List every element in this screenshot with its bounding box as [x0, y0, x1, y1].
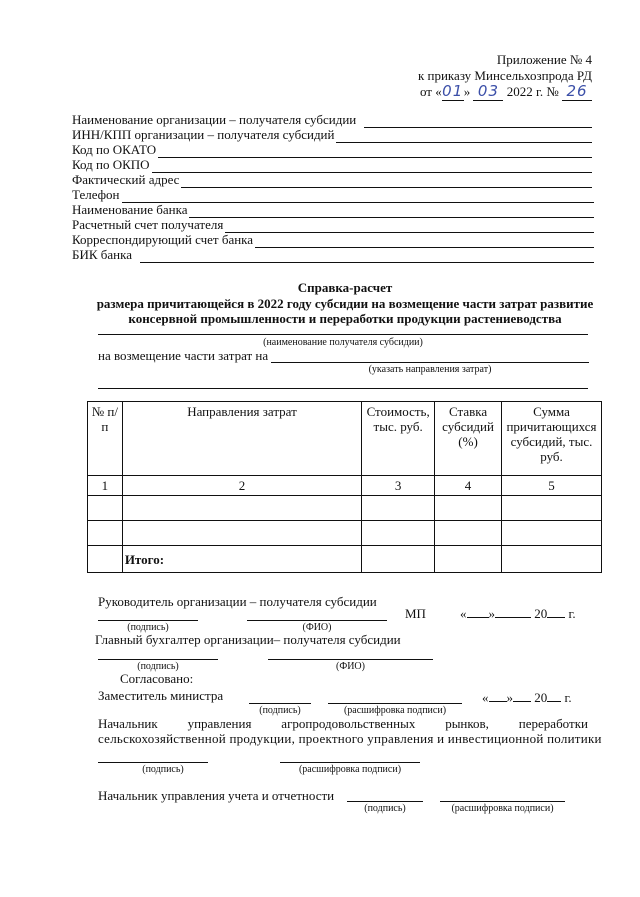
direction-line-2[interactable]	[98, 388, 588, 389]
total-label: Итого:	[122, 546, 361, 573]
table-cell[interactable]	[435, 521, 502, 546]
field-inn-kpp[interactable]	[72, 127, 592, 143]
direction-label: на возмещение части затрат на	[98, 348, 269, 363]
table-header-row	[88, 402, 602, 476]
accountant-signature-line[interactable]	[98, 659, 218, 660]
recipient-caption: (наименование получателя субсидии)	[263, 337, 423, 348]
head-dept-line1	[98, 716, 588, 732]
head-fio-line[interactable]	[247, 620, 387, 621]
field-label: ИНН/КПП организации – получателя субсидий	[72, 127, 335, 142]
field-label: Наименование организации – получателя субсидии	[72, 112, 357, 127]
table-cell[interactable]	[88, 496, 123, 521]
order-date-line	[420, 82, 592, 101]
head-fio-caption: (ФИО)	[302, 622, 332, 633]
deputy-signature-line[interactable]	[249, 703, 311, 704]
head-dept-word: рынков,	[445, 716, 489, 731]
table-cell: 2	[122, 476, 361, 496]
table-cell[interactable]	[435, 496, 502, 521]
head-dept-signature-caption: (подпись)	[142, 764, 184, 775]
table-cell	[88, 546, 123, 573]
field-label: Телефон	[72, 187, 120, 202]
table-cell[interactable]	[502, 546, 602, 573]
field-account[interactable]	[72, 217, 594, 233]
table-total-row	[88, 546, 602, 573]
accountant-signature-caption: (подпись)	[137, 661, 179, 672]
calculation-table	[87, 401, 602, 573]
head-dept-word: переработки	[518, 716, 588, 731]
agreed-label: Согласовано:	[120, 671, 194, 686]
field-okpo[interactable]	[72, 157, 592, 173]
date-mid: »	[506, 690, 513, 705]
table-cell[interactable]	[88, 521, 123, 546]
head-dept-decoding-caption: (расшифровка подписи)	[298, 764, 402, 775]
header-cell-number: № п/п	[88, 402, 123, 476]
head-dept-word: управления	[187, 716, 252, 731]
date-year-suffix: г.	[568, 606, 576, 621]
table-cell[interactable]	[362, 521, 435, 546]
head-dept-line2: сельскохозяйственной продукции, проектного управления и инвестиционной политики	[98, 731, 602, 746]
table-row[interactable]	[88, 521, 602, 546]
field-phone[interactable]	[72, 187, 594, 203]
table-number-row	[88, 476, 602, 496]
field-line[interactable]	[140, 252, 594, 263]
deputy-label: Заместитель министра	[98, 688, 224, 703]
table-cell[interactable]	[362, 546, 435, 573]
date-mid: »	[488, 606, 495, 621]
table-cell[interactable]	[362, 496, 435, 521]
table-row[interactable]	[88, 496, 602, 521]
accounting-signature-caption: (подпись)	[364, 803, 406, 814]
field-label: Наименование банка	[72, 202, 188, 217]
accountant-label: Главный бухгалтер организации– получателя субсидии	[95, 632, 401, 647]
date-year-suffix: г.	[564, 690, 572, 705]
header-cell-direction: Направления затрат	[122, 402, 361, 476]
field-label: Корреспондирующий счет банка	[72, 232, 254, 247]
appendix-label: Приложение № 4	[496, 52, 592, 67]
header-cell-rate: Ставка субсидий (%)	[435, 402, 502, 476]
document-subtitle-line2: консервной промышленности и переработки продукции растениеводства	[128, 311, 562, 326]
head-dept-signature-line[interactable]	[98, 762, 208, 763]
table-cell[interactable]	[122, 521, 361, 546]
deputy-decoding-line[interactable]	[328, 703, 462, 704]
accounting-decoding-caption: (расшифровка подписи)	[451, 803, 554, 814]
field-okato[interactable]	[72, 142, 592, 158]
table-cell: 1	[88, 476, 123, 496]
field-label: Код по ОКАТО	[72, 142, 157, 157]
head-signature-line[interactable]	[98, 620, 198, 621]
accounting-label: Начальник управления учета и отчетности	[98, 788, 335, 803]
head-dept-word: Начальник	[98, 716, 158, 731]
table-cell[interactable]	[435, 546, 502, 573]
deputy-date[interactable]	[482, 690, 572, 706]
order-number-handwritten: 26	[562, 82, 592, 101]
table-cell: 5	[502, 476, 602, 496]
direction-line[interactable]	[271, 362, 589, 363]
deputy-signature-caption: (подпись)	[259, 705, 301, 716]
document-title: Справка-расчет	[297, 280, 393, 295]
table-cell[interactable]	[502, 496, 602, 521]
date-year: 20	[534, 690, 548, 705]
field-bank-name[interactable]	[72, 202, 594, 218]
table-cell[interactable]	[122, 496, 361, 521]
field-corr-account[interactable]	[72, 232, 594, 248]
field-label: Расчетный счет получателя	[72, 217, 224, 232]
document-subtitle-line1: размера причитающейся в 2022 году субсидии на возмещение части затрат развитие	[96, 296, 594, 311]
direction-caption: (указать направления затрат)	[368, 364, 492, 375]
field-label: Фактический адрес	[72, 172, 180, 187]
field-label: Код по ОКПО	[72, 157, 150, 172]
date-year: 20	[534, 606, 548, 621]
accountant-fio-caption: (ФИО)	[335, 661, 365, 672]
recipient-name-line[interactable]	[98, 334, 588, 335]
date-month-handwritten: 03	[473, 82, 503, 101]
accountant-fio-line[interactable]	[268, 659, 433, 660]
table-cell: 3	[362, 476, 435, 496]
head-dept-decoding-line[interactable]	[280, 762, 420, 763]
date-year: 2022 г. №	[506, 84, 559, 99]
table-cell: 4	[435, 476, 502, 496]
field-address[interactable]	[72, 172, 592, 188]
order-reference: к приказу Минсельхозпрода РД	[417, 68, 592, 83]
date-day-handwritten: 01	[442, 82, 464, 100]
date-open: «	[482, 690, 489, 705]
date-prefix: от «	[419, 84, 442, 99]
stamp-place: МП	[405, 606, 426, 621]
head-date[interactable]	[460, 606, 576, 622]
head-label: Руководитель организации – получателя субсидии	[98, 594, 377, 609]
field-org-name[interactable]	[72, 112, 592, 128]
header-cell-amount: Сумма причитающихся субсидий, тыс. руб.	[502, 402, 602, 476]
table-cell[interactable]	[502, 521, 602, 546]
date-open: «	[460, 606, 467, 621]
date-separator: »	[463, 84, 471, 99]
accounting-decoding-line[interactable]	[440, 801, 565, 802]
field-label: БИК банка	[72, 247, 133, 262]
field-bik[interactable]	[72, 247, 594, 263]
header-cell-cost: Стоимость, тыс. руб.	[362, 402, 435, 476]
head-dept-word: агропродовольственных	[281, 716, 416, 731]
head-signature-caption: (подпись)	[127, 622, 169, 633]
deputy-decoding-caption: (расшифровка подписи)	[343, 705, 447, 716]
accounting-signature-line[interactable]	[347, 801, 423, 802]
